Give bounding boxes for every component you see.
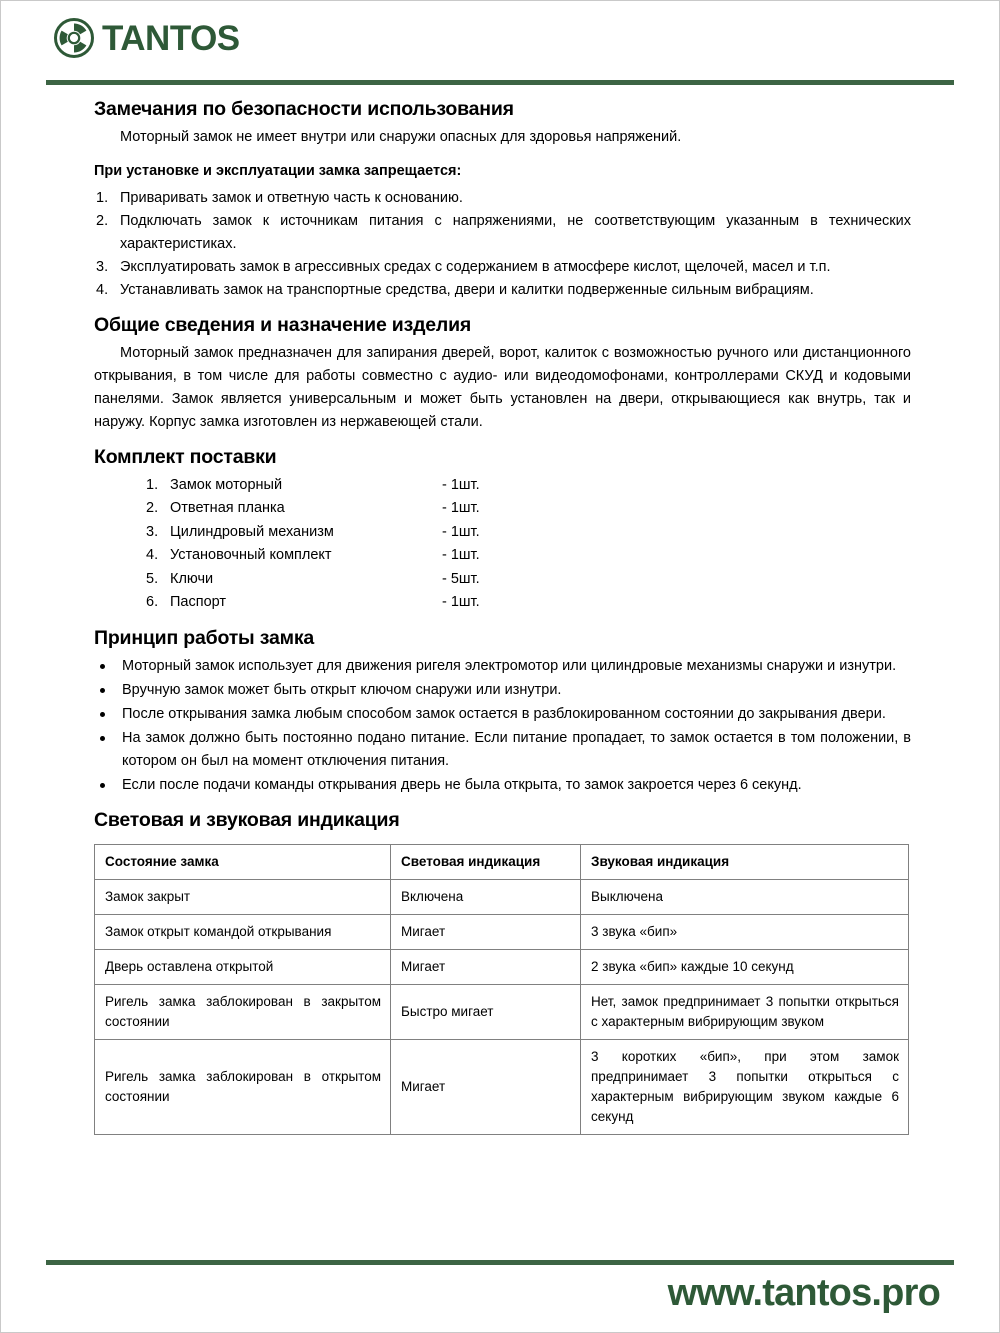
list-item bbox=[94, 497, 911, 520]
list-item: Подключать замок к источникам питания с напряжениями, не соответствующим указанным в технических характеристиках. bbox=[120, 212, 911, 252]
safety-intro-text: Моторный замок не имеет внутри или снаружи опасных для здоровья напряжений. bbox=[120, 129, 682, 146]
page-header bbox=[1, 1, 999, 71]
delivery-kit-list bbox=[94, 474, 911, 615]
cell-light: Быстро мигает bbox=[391, 984, 581, 1039]
brand-name: TANTOS bbox=[102, 18, 240, 58]
table-row bbox=[95, 880, 909, 915]
cell-light: Мигает bbox=[391, 914, 581, 949]
kit-item-name: Установочный комплект bbox=[170, 547, 332, 564]
kit-item-qty: - 5шт. bbox=[442, 570, 480, 587]
cell-state: Дверь оставлена открытой bbox=[95, 949, 391, 984]
list-item: После открывания замка любым способом замок остается в разблокированном состоянии до закрывания двери. bbox=[94, 703, 911, 726]
cell-state: Замок открыт командой открывания bbox=[95, 914, 391, 949]
section-heading-indication: Световая и звуковая индикация bbox=[94, 808, 400, 831]
cell-light: Мигает bbox=[391, 949, 581, 984]
kit-item-qty: - 1шт. bbox=[442, 523, 480, 540]
list-item: Приваривать замок и ответную часть к основанию. bbox=[120, 190, 463, 207]
kit-item-qty: - 1шт. bbox=[442, 547, 480, 564]
list-item: Устанавливать замок на транспортные средства, двери и калитки подверженные сильным вибрациям. bbox=[120, 281, 814, 298]
section-operating-principle bbox=[94, 626, 911, 797]
list-item: Моторный замок использует для движения ригеля электромотор или цилиндровые механизмы снаружи и изнутри. bbox=[94, 655, 911, 678]
section-heading-general: Общие сведения и назначение изделия bbox=[94, 313, 472, 336]
list-item bbox=[94, 521, 911, 544]
list-item bbox=[94, 591, 911, 614]
cell-light: Мигает bbox=[391, 1039, 581, 1134]
list-item: Вручную замок может быть открыт ключом снаружи или изнутри. bbox=[94, 679, 911, 702]
list-item bbox=[94, 544, 911, 567]
kit-item-qty: - 1шт. bbox=[442, 476, 480, 493]
table-row bbox=[95, 949, 909, 984]
document-body bbox=[1, 85, 999, 1135]
general-info-text: Моторный замок предназначен для запирания дверей, ворот, калиток с возможностью ручного или дистанционного открывания, в том числе для работы совместно с аудио- или видеодомофонами, контроллерами СКУД и кодовыми панелями. Замок является универсальным и может быть установлен на двери, открывающиеся как внутрь, так и наружу. Корпус замка изготовлен из нержавеющей стали. bbox=[94, 344, 911, 430]
kit-item-qty: - 1шт. bbox=[442, 594, 480, 611]
column-header-state: Состояние замка bbox=[95, 845, 391, 880]
section-safety bbox=[94, 97, 911, 302]
table-header-row bbox=[95, 845, 909, 880]
cell-sound: 3 коротких «бип», при этом замок предпринимает 3 попытки открыться с характерным вибрирующим звуком каждые 6 секунд bbox=[581, 1039, 909, 1134]
section-heading-principle: Принцип работы замка bbox=[94, 626, 315, 649]
safety-prohibit-lead: При установке и эксплуатации замка запрещается: bbox=[94, 163, 462, 180]
cell-state: Ригель замка заблокирован в открытом состоянии bbox=[95, 1039, 391, 1134]
list-item bbox=[94, 568, 911, 591]
website-url[interactable]: www.tantos.pro bbox=[667, 1272, 940, 1315]
section-delivery-kit bbox=[94, 445, 911, 615]
section-heading-kit: Комплект поставки bbox=[94, 445, 277, 468]
section-indication bbox=[94, 808, 911, 1135]
footer-divider bbox=[46, 1260, 954, 1265]
cell-state: Замок закрыт bbox=[95, 880, 391, 915]
kit-item-name: Ключи bbox=[170, 570, 214, 587]
kit-item-name: Ответная планка bbox=[170, 500, 285, 517]
section-general-info bbox=[94, 313, 911, 434]
cell-sound: Выключена bbox=[581, 880, 909, 915]
table-row bbox=[95, 914, 909, 949]
principle-bullet-list bbox=[94, 655, 911, 796]
list-item: На замок должно быть постоянно подано питание. Если питание пропадает, то замок остается в том положении, в котором он был на момент отключения питания. bbox=[94, 727, 911, 773]
tantos-swirl-icon bbox=[53, 17, 95, 59]
list-item: Эксплуатировать замок в агрессивных средах с содержанием в атмосфере кислот, щелочей, масел и т.п. bbox=[120, 258, 831, 275]
kit-item-qty: - 1шт. bbox=[442, 500, 480, 517]
column-header-sound: Звуковая индикация bbox=[581, 845, 909, 880]
kit-item-name: Паспорт bbox=[170, 594, 227, 611]
cell-sound: 3 звука «бип» bbox=[581, 914, 909, 949]
cell-light: Включена bbox=[391, 880, 581, 915]
column-header-light: Световая индикация bbox=[391, 845, 581, 880]
cell-sound: Нет, замок предпринимает 3 попытки открыться с характерным вибрирующим звуком bbox=[581, 984, 909, 1039]
table-row bbox=[95, 1039, 909, 1134]
safety-prohibit-list bbox=[94, 187, 911, 302]
cell-sound: 2 звука «бип» каждые 10 секунд bbox=[581, 949, 909, 984]
table-row bbox=[95, 984, 909, 1039]
page-footer bbox=[1, 1260, 999, 1332]
indication-table bbox=[94, 844, 909, 1135]
brand-logo bbox=[53, 17, 954, 59]
list-item bbox=[94, 474, 911, 497]
kit-item-name: Замок моторный bbox=[170, 476, 283, 493]
kit-item-name: Цилиндровый механизм bbox=[170, 523, 334, 540]
cell-state: Ригель замка заблокирован в закрытом состоянии bbox=[95, 984, 391, 1039]
list-item: Если после подачи команды открывания дверь не была открыта, то замок закроется через 6 секунд. bbox=[94, 774, 911, 797]
page-title: Замечания по безопасности использования bbox=[94, 98, 514, 120]
